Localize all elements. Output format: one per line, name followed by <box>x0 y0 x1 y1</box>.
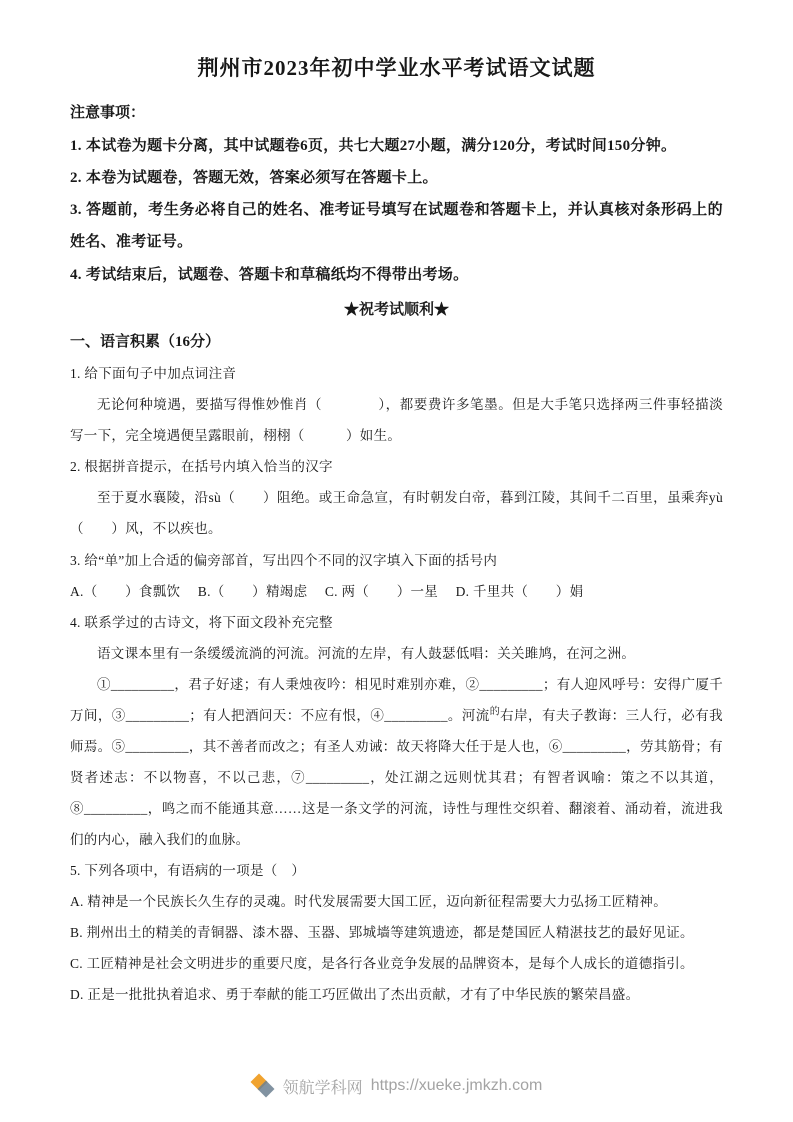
site-url: https://xueke.jmkzh.com <box>370 1077 543 1094</box>
question-4-paragraph-2-text: ①_________，君子好逑；有人秉烛夜吟：相见时难别亦难，②_________；有人迎风呼号：安得广厦千万间，③_________；有人把酒问天：不应有恨，④_________。河流 <box>70 676 723 723</box>
question-4-stem: 4. 联系学过的古诗文，将下面文段补充完整 <box>70 614 333 630</box>
question-5-option-a: A. 精神是一个民族长久生存的灵魂。时代发展需要大国工匠，迈向新征程需要大力弘扬工匠精神。 <box>70 894 667 910</box>
question-2-body: 至于夏水襄陵，沿sù（ ）阻绝。或王命急宣，有时朝发白帝，暮到江陵，其间千二百里，虽乘奔yù（ ）风，不以疾也。 <box>70 490 723 537</box>
question-5-stem: 5. 下列各项中，有语病的一项是（ ） <box>70 863 306 878</box>
question-5-option-d: D. 正是一批批执着追求、勇于奉献的能工巧匠做出了杰出贡献，才有了中华民族的繁荣昌盛。 <box>70 987 640 1003</box>
question-4 <box>70 607 723 855</box>
question-1-body: 无论何种境遇，要描写得惟妙惟肖（ ），都要费许多笔墨。但是大手笔只选择两三件事轻描淡写一下，完全境遇便呈露眼前，栩栩（ ）如生。 <box>70 397 723 444</box>
question-5 <box>70 855 723 1010</box>
question-4-paragraph-2 <box>70 669 723 855</box>
section-1-heading: 一、语言积累（16分） <box>70 333 221 350</box>
notice-item-4: 4. 考试结束后，试题卷、答题卡和草稿纸均不得带出考场。 <box>70 266 469 283</box>
question-5-option-b: B. 荆州出土的精美的青铜器、漆木器、玉器、郢城墙等建筑遗迹，都是楚国匠人精湛技艺的最好见证。 <box>70 925 694 941</box>
watermark-footer <box>0 1074 793 1098</box>
page-title: 荆州市2023年初中学业水平考试语文试题 <box>197 56 596 80</box>
question-5-option-c: C. 工匠精神是社会文明进步的重要尺度，是各行各业竞争发展的品牌资本，是每个人成长的道德指引。 <box>70 956 694 972</box>
exam-wish-line: ★祝考试顺利★ <box>343 301 449 318</box>
question-3-stem: 3. 给“单”加上合适的偏旁部首，写出四个不同的汉字填入下面的括号内 <box>70 552 498 568</box>
notice-heading: 注意事项： <box>70 105 146 121</box>
question-2-stem: 2. 根据拼音提示，在括号内填入恰当的汉字 <box>70 459 333 475</box>
question-3 <box>70 545 723 607</box>
question-1 <box>70 358 723 451</box>
site-name: 领航学科网 <box>282 1079 363 1097</box>
notice-item-3: 3. 答题前，考生务必将自己的姓名、准考证号填写在试题卷和答题卡上，并认真核对条形码上的姓名、准考证号。 <box>70 202 723 251</box>
site-logo-icon <box>251 1074 275 1098</box>
notice-item-1: 1. 本试卷为题卡分离，其中试题卷6页，共七大题27小题，满分120分，考试时间150分钟。 <box>70 137 677 154</box>
question-1-stem: 1. 给下面句子中加点词注音 <box>70 366 237 382</box>
inserted-character: 的 <box>489 706 501 718</box>
question-3-options: A.（ ）食瓢饮 B.（ ）精竭虑 C. 两（ ）一星 D. 千里共（ ）娟 <box>70 583 584 599</box>
notice-item-2: 2. 本卷为试题卷，答题无效，答案必须写在答题卡上。 <box>70 169 438 186</box>
question-4-paragraph-1: 语文课本里有一条缓缓流淌的河流。河流的左岸，有人鼓瑟低唱：关关雎鸠，在河之洲。 <box>97 645 636 661</box>
question-2 <box>70 451 723 544</box>
question-4-paragraph-2-rest: 右岸，有夫子教诲：三人行，必有我师焉。⑤_________，其不善者而改之；有圣人劝诫：故天将降大任于是人也，⑥_________，劳其筋骨；有贤者述志：不以物喜，不以己悲，⑦_________，处江湖之远则忧其君；有智者讽喻：策之不以其道，⑧_________，鸣之而不能通其意……这是一条文学的河流，诗性与理性交织着、翻滚着、涌动着，流进我们的内心，融入我们的血脉。 <box>70 707 723 847</box>
